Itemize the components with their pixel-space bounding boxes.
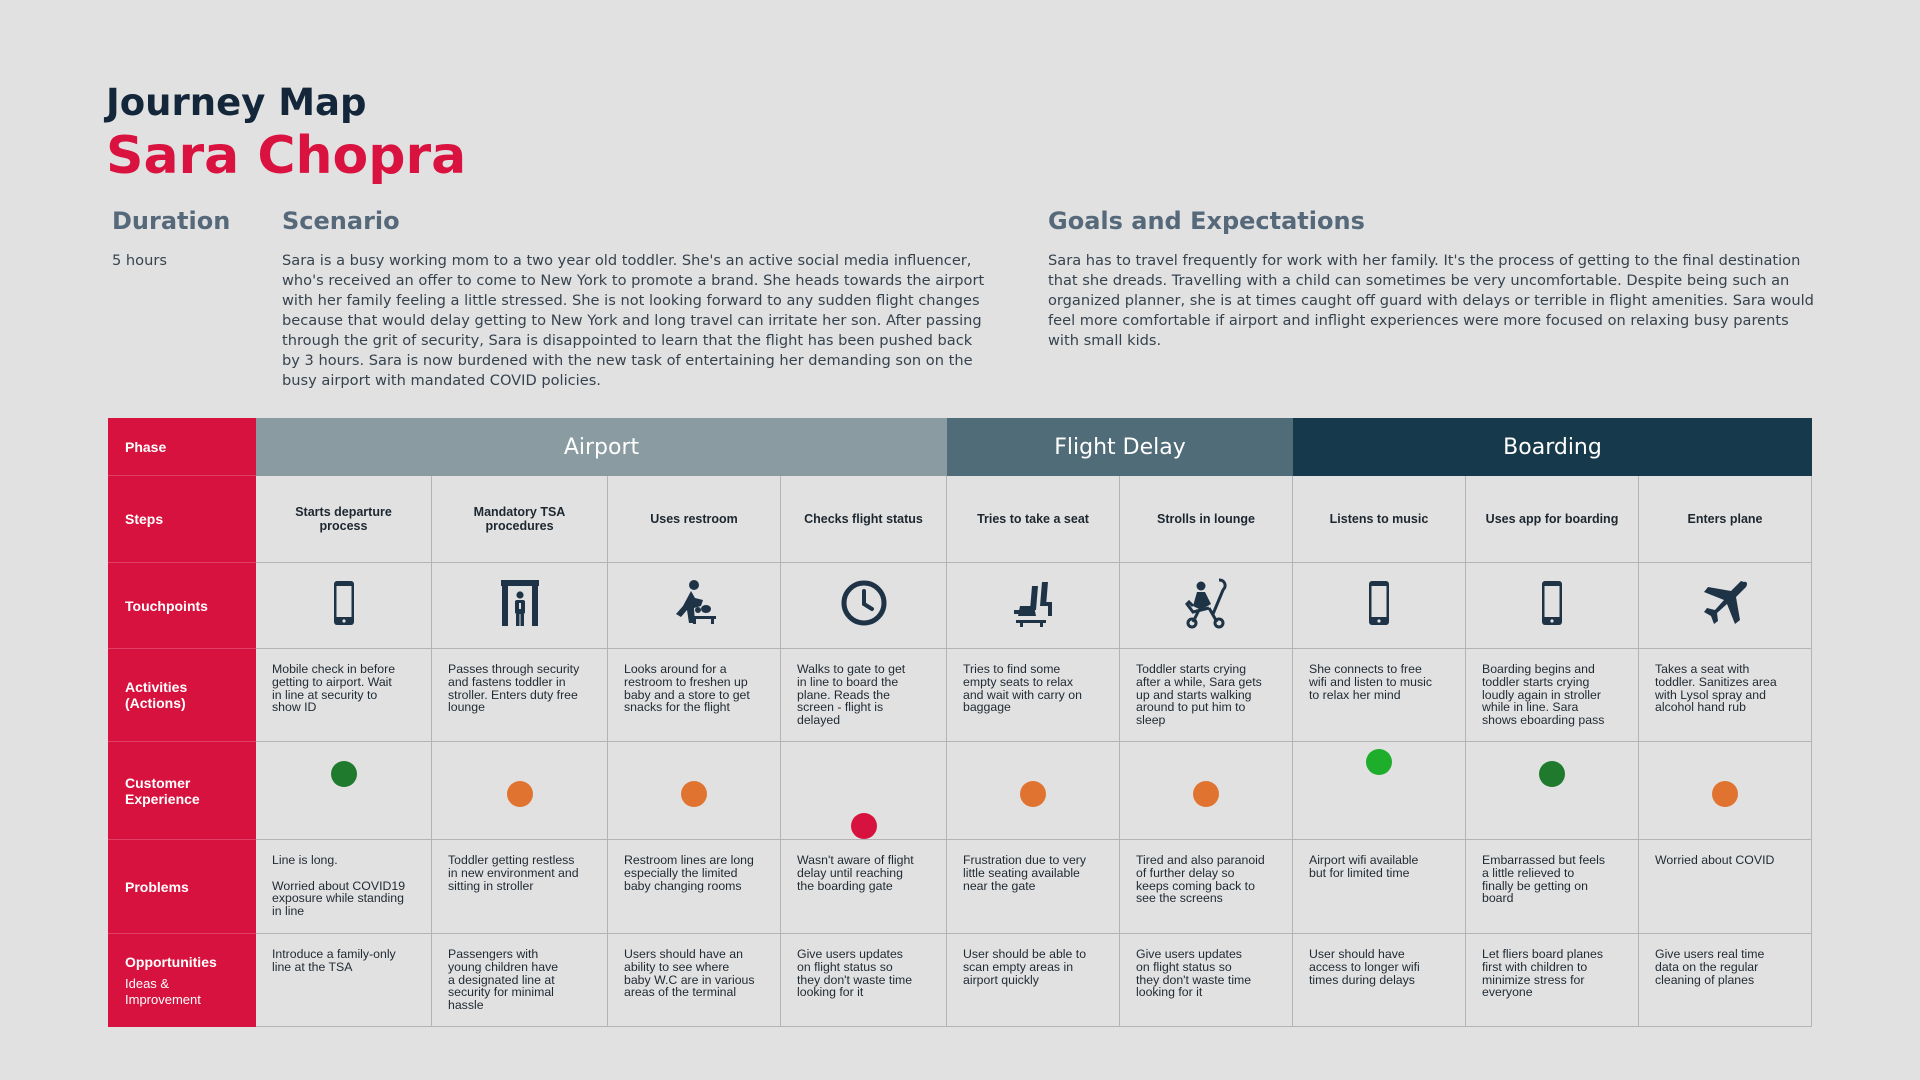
cell-line: around to put him to [1136, 700, 1246, 715]
problem-cell [947, 840, 1120, 934]
cell-line: airport quickly [963, 972, 1039, 987]
cell-line: Toddler starts crying [1136, 662, 1247, 676]
cell-line: finally be getting on [1482, 878, 1588, 893]
row-label-text: Touchpoints [125, 597, 208, 614]
cell-line: a little relieved to [1482, 865, 1575, 880]
cell-line: Tries to find some [963, 662, 1061, 676]
experience-dot [1712, 781, 1738, 807]
touchpoint-cell [1639, 563, 1812, 649]
cell-line: Uses app for boarding [1485, 512, 1619, 526]
cell-line: Tries to take a seat [977, 512, 1089, 526]
cell-line: Checks flight status [804, 512, 923, 526]
cell-line: and fastens toddler in [448, 674, 566, 689]
cell-line: loudly again in stroller [1482, 687, 1601, 702]
step-label [1486, 512, 1619, 526]
opportunity-cell [256, 934, 432, 1027]
phase-airport: Airport [256, 418, 947, 476]
activity-cell [1293, 649, 1466, 742]
cell-line: security for minimal [448, 985, 554, 1000]
touchpoint-cell [781, 563, 947, 649]
cell-line: Embarrassed but feels [1482, 853, 1606, 867]
scenario-line: through the grit of security, Sara is disappointed to learn that the flight has been pushed back [282, 332, 973, 349]
cell-line: looking for it [797, 985, 864, 1000]
step-cell [608, 476, 781, 563]
cell-line: alcohol hand rub [1655, 700, 1746, 715]
cell-line: User should be able to [963, 947, 1087, 961]
experience-cell [608, 742, 781, 840]
experience-cell [432, 742, 608, 840]
opportunity-cell [781, 934, 947, 1027]
experience-dot [851, 813, 877, 839]
experience-dot [1193, 781, 1219, 807]
step-label [804, 512, 923, 526]
problem-cell [781, 840, 947, 934]
step-cell [947, 476, 1120, 563]
experience-dot [681, 781, 707, 807]
cell-line: everyone [1482, 985, 1533, 1000]
row-label-activities [108, 649, 256, 742]
cell-line: in line at security to [272, 687, 378, 702]
cell-line: with Lysol spray and [1655, 687, 1766, 702]
cell-line: minimize stress for [1482, 972, 1585, 987]
activity-cell [608, 649, 781, 742]
step-cell [1293, 476, 1466, 563]
experience-dot [1366, 749, 1392, 775]
cell-line: baby and a store to get [624, 687, 750, 702]
journey-table [108, 418, 1812, 1027]
problem-cell [1639, 840, 1812, 934]
cell-line: Worried about COVID [1655, 853, 1775, 867]
cell-line: process [319, 519, 368, 533]
cell-line: access to longer wifi [1309, 959, 1420, 974]
touchpoint-cell [256, 563, 432, 649]
cell-line: Frustration due to very [963, 853, 1087, 867]
cell-line: on flight status so [1136, 959, 1232, 974]
cell-line: getting to airport. Wait [272, 674, 392, 689]
cell-line: Wasn't aware of flight [797, 853, 914, 867]
cell-line: on flight status so [797, 959, 893, 974]
opportunity-cell [1293, 934, 1466, 1027]
goals-line: organized planner, she is at times caught off guard with delays or terrible in flight amenities. Sara would [1048, 292, 1814, 309]
cell-line: plane. Reads the [797, 687, 890, 702]
duration-value: 5 hours [112, 252, 167, 269]
cell-line: but for limited time [1309, 865, 1410, 880]
cell-line: Line is long. [272, 853, 338, 867]
activity-cell [1639, 649, 1812, 742]
cell-line: wifi and listen to music [1309, 674, 1433, 689]
goals-line: that she dreads. Travelling with a child can sometimes be very uncomfortable. Despite being such an [1048, 272, 1790, 289]
cell-line: User should have [1309, 947, 1405, 961]
row-label-subtext: Ideas & [125, 975, 170, 991]
goals-text [1048, 251, 1868, 351]
cell-line: toddler starts crying [1482, 674, 1590, 689]
opportunity-cell [1466, 934, 1639, 1027]
cell-line: young children have [448, 959, 559, 974]
row-label-phase [108, 418, 256, 476]
goals-line: Sara has to travel frequently for work with her family. It's the process of getting to the final destination [1048, 252, 1801, 269]
cell-line: keeps coming back to [1136, 878, 1255, 893]
row-label-subtext: Improvement [125, 991, 201, 1007]
scenario-line: with her family feeling a little stressed. She is not looking forward to any sudden flight changes [282, 292, 980, 309]
cell-line: near the gate [963, 878, 1036, 893]
scenario-heading: Scenario [282, 207, 400, 235]
problem-cell [1466, 840, 1639, 934]
touchpoint-cell [608, 563, 781, 649]
cell-line: line at the TSA [272, 959, 353, 974]
cell-line: Passengers with [448, 947, 539, 961]
cell-line: Enters plane [1687, 512, 1763, 526]
cell-line: Worried about COVID19 [272, 878, 406, 893]
opportunity-cell [947, 934, 1120, 1027]
cell-line: empty seats to relax [963, 674, 1074, 689]
step-label [295, 505, 392, 533]
phase-flight-delay: Flight Delay [947, 418, 1293, 476]
cell-line: Toddler getting restless [448, 853, 575, 867]
scenario-line: Sara is a busy working mom to a two year old toddler. She's an active social media influencer, [282, 252, 972, 269]
step-label [650, 512, 738, 526]
goals-line: with small kids. [1048, 332, 1162, 349]
scenario-text [282, 251, 1002, 391]
cell-line: Mandatory TSA [473, 505, 566, 519]
cell-line: Passes through security [448, 662, 580, 676]
problem-cell [608, 840, 781, 934]
experience-dot [507, 781, 533, 807]
cell-line: Looks around for a [624, 662, 727, 676]
clock-icon [837, 576, 891, 635]
step-cell [781, 476, 947, 563]
problem-cell [1293, 840, 1466, 934]
problem-cell [432, 840, 608, 934]
scenario-line: by 3 hours. Sara is now burdened with the new task of entertaining her demanding son on the [282, 352, 973, 369]
row-label-text: Phase [125, 438, 167, 455]
touchpoint-cell [1120, 563, 1293, 649]
row-label-text: Activities [125, 679, 188, 695]
row-label-opportunities [108, 934, 256, 1027]
cell-line: data on the regular [1655, 959, 1759, 974]
cell-line: sitting in stroller [448, 878, 534, 893]
experience-dot [1539, 761, 1565, 787]
cell-line: cleaning of planes [1655, 972, 1755, 987]
cell-line: Restroom lines are long [624, 853, 754, 867]
step-label [1330, 512, 1429, 526]
step-cell [1120, 476, 1293, 563]
cell-line: the boarding gate [797, 878, 893, 893]
baby-changing-icon [667, 576, 721, 635]
cell-line: lounge [448, 700, 485, 715]
cell-line: exposure while standing [272, 891, 404, 906]
cell-line: Give users updates [1136, 947, 1242, 961]
row-label-text: Experience [125, 790, 200, 807]
cell-line: show ID [272, 700, 317, 715]
cell-line: they don't waste time [1136, 972, 1252, 987]
step-cell [1639, 476, 1812, 563]
cell-line: Takes a seat with [1655, 662, 1750, 676]
experience-cell [1466, 742, 1639, 840]
cell-line: Listens to music [1329, 512, 1429, 526]
cell-line: shows eboarding pass [1482, 713, 1605, 728]
cell-line: areas of the terminal [624, 985, 737, 1000]
cell-line: they don't waste time [797, 972, 913, 987]
cell-line: board [1482, 891, 1514, 906]
row-label-problems [108, 840, 256, 934]
cell-line: Give users updates [797, 947, 903, 961]
cell-line [272, 867, 419, 880]
cell-line: baggage [963, 700, 1011, 715]
activity-cell [947, 649, 1120, 742]
touchpoint-cell [1293, 563, 1466, 649]
mobile-phone-icon [1525, 576, 1579, 635]
goals-line: feel more comfortable if airport and inflight experiences were more focused on relaxing busy parents [1048, 312, 1789, 329]
cell-line: Give users real time [1655, 947, 1765, 961]
cell-line: up and starts walking [1136, 687, 1252, 702]
step-cell [256, 476, 432, 563]
airplane-icon [1698, 576, 1752, 635]
cell-line: to relax her mind [1309, 687, 1401, 702]
touchpoint-cell [947, 563, 1120, 649]
cell-line: Airport wifi available [1309, 853, 1419, 867]
cell-line: Users should have an [624, 947, 743, 961]
experience-cell [1639, 742, 1812, 840]
cell-line: Walks to gate to get [797, 662, 906, 676]
cell-line: baby W.C are in various [624, 972, 755, 987]
cell-line: Introduce a family-only [272, 947, 396, 961]
cell-line: snacks for the flight [624, 700, 730, 715]
cell-line: Mobile check in before [272, 662, 396, 676]
cell-line: stroller. Enters duty free [448, 687, 578, 702]
experience-cell [1120, 742, 1293, 840]
row-label-text: Steps [125, 511, 164, 527]
row-label-text: Problems [125, 878, 189, 895]
duration-heading: Duration [112, 207, 231, 235]
row-label-experience [108, 742, 256, 840]
experience-dot [331, 761, 357, 787]
cell-line: Uses restroom [650, 512, 738, 526]
cell-line: ability to see where [624, 959, 730, 974]
row-label-text: Customer [125, 774, 191, 791]
page-title: Journey Map [106, 81, 367, 124]
cell-line: Starts departure [295, 505, 392, 519]
phase-boarding: Boarding [1293, 418, 1812, 476]
step-label [474, 505, 566, 533]
cell-line: times during delays [1309, 972, 1415, 987]
problem-cell [1120, 840, 1293, 934]
scenario-line: busy airport with mandated COVID policies. [282, 372, 601, 389]
cell-line: after a while, Sara gets [1136, 674, 1262, 689]
activity-cell [1466, 649, 1639, 742]
mobile-phone-icon [317, 576, 371, 635]
cell-line: She connects to free [1309, 662, 1422, 676]
touchpoint-cell [1466, 563, 1639, 649]
mobile-phone-icon [1352, 576, 1406, 635]
experience-cell [256, 742, 432, 840]
activity-cell [432, 649, 608, 742]
row-label-text: Opportunities [125, 953, 217, 970]
experience-cell [1293, 742, 1466, 840]
security-scanner-icon [493, 576, 547, 635]
cell-line: see the screens [1136, 891, 1223, 906]
opportunity-cell [608, 934, 781, 1027]
cell-line: baby changing rooms [624, 878, 742, 893]
step-cell [432, 476, 608, 563]
step-label [1157, 512, 1255, 526]
cell-line: of further delay so [1136, 865, 1235, 880]
cell-line: first with children to [1482, 959, 1588, 974]
scenario-line: who's received an offer to come to New York to promote a brand. She heads towards the airport [282, 272, 985, 289]
cell-line: delayed [797, 713, 841, 728]
touchpoint-cell [432, 563, 608, 649]
cell-line: Boarding begins and [1482, 662, 1595, 676]
cell-line: and wait with carry on [963, 687, 1082, 702]
cell-line: toddler. Sanitizes area [1655, 674, 1777, 689]
experience-cell [947, 742, 1120, 840]
persona-name: Sara Chopra [106, 126, 467, 186]
row-label-touchpoints [108, 563, 256, 649]
row-label-text: (Actions) [125, 695, 186, 711]
opportunity-cell [432, 934, 608, 1027]
opportunity-cell [1639, 934, 1812, 1027]
airport-seats-icon [1006, 576, 1060, 635]
cell-line: scan empty areas in [963, 959, 1074, 974]
opportunity-cell [1120, 934, 1293, 1027]
cell-line: Let fliers board planes [1482, 947, 1603, 961]
cell-line: looking for it [1136, 985, 1203, 1000]
step-cell [1466, 476, 1639, 563]
cell-line: delay until reaching [797, 865, 903, 880]
stroller-icon [1179, 576, 1233, 635]
activity-cell [256, 649, 432, 742]
activity-cell [781, 649, 947, 742]
goals-heading: Goals and Expectations [1048, 207, 1365, 235]
cell-line: little seating available [963, 865, 1080, 880]
cell-line: hassle [448, 998, 484, 1013]
experience-cell [781, 742, 947, 840]
activity-cell [1120, 649, 1293, 742]
cell-line: procedures [485, 519, 554, 533]
cell-line: while in line. Sara [1482, 700, 1579, 715]
experience-dot [1020, 781, 1046, 807]
row-label-steps [108, 476, 256, 563]
cell-line: a designated line at [448, 972, 555, 987]
cell-line: especially the limited [624, 865, 738, 880]
cell-line: in line to board the [797, 674, 899, 689]
scenario-line: because that would delay getting to New York and long travel can irritate her son. After passing [282, 312, 982, 329]
cell-line: in new environment and [448, 865, 579, 880]
cell-line: in line [272, 904, 305, 919]
cell-line: screen - flight is [797, 700, 884, 715]
title-block [106, 82, 466, 186]
step-label [977, 512, 1089, 526]
problem-cell [256, 840, 432, 934]
cell-line: Strolls in lounge [1157, 512, 1255, 526]
cell-line: sleep [1136, 713, 1166, 728]
step-label [1687, 512, 1762, 526]
cell-line: restroom to freshen up [624, 674, 748, 689]
cell-line: Tired and also paranoid [1136, 853, 1265, 867]
